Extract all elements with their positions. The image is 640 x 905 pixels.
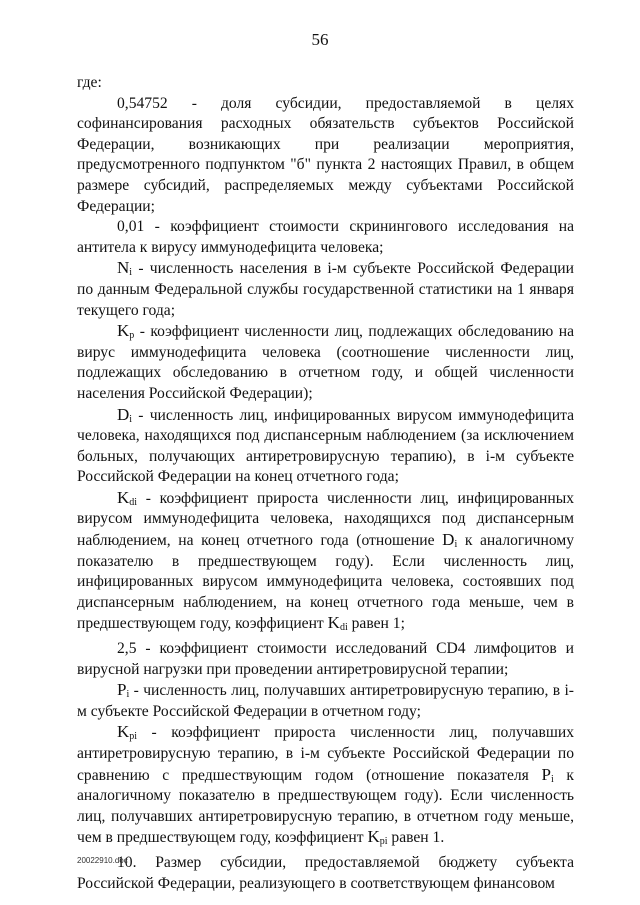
definition-symbol: N <box>117 258 130 278</box>
definition-text: доля субсидии, предоставляемой в целях софинансирования расходных обязательств субъектов Российской Федерации, возникающих при реализации мероприятия, предусмотренного подпунктом "б" пункта 2 настоящих Правил, в общем размере субсидий, распределяемых между субъектами Российской Федерации; <box>77 94 574 215</box>
document-body <box>77 73 574 894</box>
definition-text: коэффициент численности лиц, подлежащих обследованию на вирус иммунодефицита человека (соотношение численности лиц, подлежащих обследованию в отчетном году, и общей численности населения Российской Федерации); <box>77 323 574 402</box>
definition-symbol: K <box>117 722 130 742</box>
definition-term: 2,5 <box>117 640 137 658</box>
definition-term: 0,01 <box>117 218 145 236</box>
definition-screening-coefficient: 0,01 - коэффициент стоимости скринингового исследования на антитела к вирусу иммунодефицита человека; <box>77 218 574 256</box>
definition-pi: $P_i$ - численность лиц, получавших антиретровирусную терапию, в i-м субъекте Российской Федерации в отчетном году; <box>77 680 575 720</box>
definition-symbol: D <box>117 404 130 424</box>
definition-text: коэффициент прироста численности лиц, инфицированных вирусом иммунодефицита человека, находящихся под диспансерным наблюдением, на конец отчетного года (отношение <box>77 489 575 550</box>
definition-text: численность лиц, получавших антиретровирусную терапию, в i-м субъекте Российской Федерации в отчетном году; <box>77 682 575 720</box>
inline-symbol: K <box>367 827 380 847</box>
definition-text: равен 1. <box>387 829 445 847</box>
inline-symbol: K <box>327 613 340 633</box>
definition-share: 0,54752 - доля субсидии, предоставляемой в целях софинансирования расходных обязательств субъектов Российской Федерации, возникающих при реализации мероприятия, предусмотренного подпунктом "б" пункта 2 настоящих Правил, в общем размере субсидий, распределяемых между субъектами Российской Федерации; <box>77 94 574 215</box>
definition-text: коэффициент прироста численности лиц, получавших антиретровирусную терапию, в i-м субъекте Российской Федерации по сравнению с предшествующим годом (отношение показателя <box>77 724 574 784</box>
definition-text: равен 1; <box>347 615 405 633</box>
definition-symbol: K <box>117 487 130 507</box>
inline-symbol: D <box>442 530 455 550</box>
definition-kpi: $K_{pi}$ - коэффициент прироста численности лиц, получавших антиретровирусную терапию, в i-м субъекте Российской Федерации по сравнению с предшествующим годом (отношение показателя $P_i$ к аналогичному показателю в предшествующем году). Если численность лиц, получавших антиретровирусную терапию, в отчетном году меньше, чем в предшествующем году, коэффициент $K_{pi}$ равен 1. <box>77 722 574 848</box>
file-name-footer: 20022910.doc <box>77 856 128 865</box>
definition-kp: $K_p$ - коэффициент численности лиц, подлежащих обследованию на вирус иммунодефицита человека (соотношение численности лиц, подлежащих обследованию в отчетном году, и общей численности населения Российской Федерации); <box>77 321 574 402</box>
definition-text: коэффициент стоимости исследований CD4 лимфоцитов и вирусной нагрузки при проведении антиретровирусной терапии; <box>77 640 574 678</box>
definition-cd4-coefficient: 2,5 - коэффициент стоимости исследований CD4 лимфоцитов и вирусной нагрузки при проведении антиретровирусной терапии; <box>77 640 574 678</box>
definition-text: численность лиц, инфицированных вирусом иммунодефицита человека, находящихся под диспансерным наблюдением (за исключением больных, получающих антиретровирусную терапию), в i-м субъекте Российской Федерации на конец отчетного года; <box>77 406 575 486</box>
definition-symbol: P <box>117 680 127 700</box>
paragraph-10: 10. Размер субсидии, предоставляемой бюджету субъекта Российской Федерации, реализующего в соответствующем финансовом <box>77 853 574 892</box>
definition-di: $D_i$ - численность лиц, инфицированных вирусом иммунодефицита человека, находящихся под диспансерным наблюдением (за исключением больных, получающих антиретровирусную терапию), в i-м субъекте Российской Федерации на конец отчетного года; <box>77 404 575 486</box>
inline-symbol: P <box>541 764 551 784</box>
where-label: где: <box>77 74 102 91</box>
definition-text: к аналогичному показателю в предшествующем году). Если численность лиц, инфицированных вирусом иммунодефицита человека, состоявших под диспансерным наблюдением, на конец отчетного года меньше, чем в предшествующем году, коэффициент <box>77 532 574 633</box>
definition-term: 0,54752 <box>117 94 168 112</box>
definition-text: коэффициент стоимости скринингового исследования на антитела к вирусу иммунодефицита человека; <box>77 218 574 256</box>
definition-text: к аналогичному показателю в предшествующем году). Если численность лиц, получавших антиретровирусную терапию, в отчетном году меньше, чем в предшествующем году, коэффициент <box>77 766 574 847</box>
page-number: 56 <box>311 30 329 49</box>
definition-ni: $N_i$ - численность населения в i-м субъекте Российской Федерации по данным Федеральной службы государственной статистики на 1 января текущего года; <box>77 258 574 319</box>
definition-kdi: $K_{di}$ - коэффициент прироста численности лиц, инфицированных вирусом иммунодефицита человека, находящихся под диспансерным наблюдением, на конец отчетного года (отношение $D_i$ к аналогичному показателю в предшествующем году). Если численность лиц, инфицированных вирусом иммунодефицита человека, состоявших под диспансерным наблюдением, на конец отчетного года меньше, чем в предшествующем году, коэффициент $K_{di}$ равен 1; <box>77 487 575 634</box>
definition-text: численность населения в i-м субъекте Российской Федерации по данным Федеральной службы государственной статистики на 1 января текущего года; <box>77 260 574 319</box>
definition-symbol: K <box>117 321 130 341</box>
